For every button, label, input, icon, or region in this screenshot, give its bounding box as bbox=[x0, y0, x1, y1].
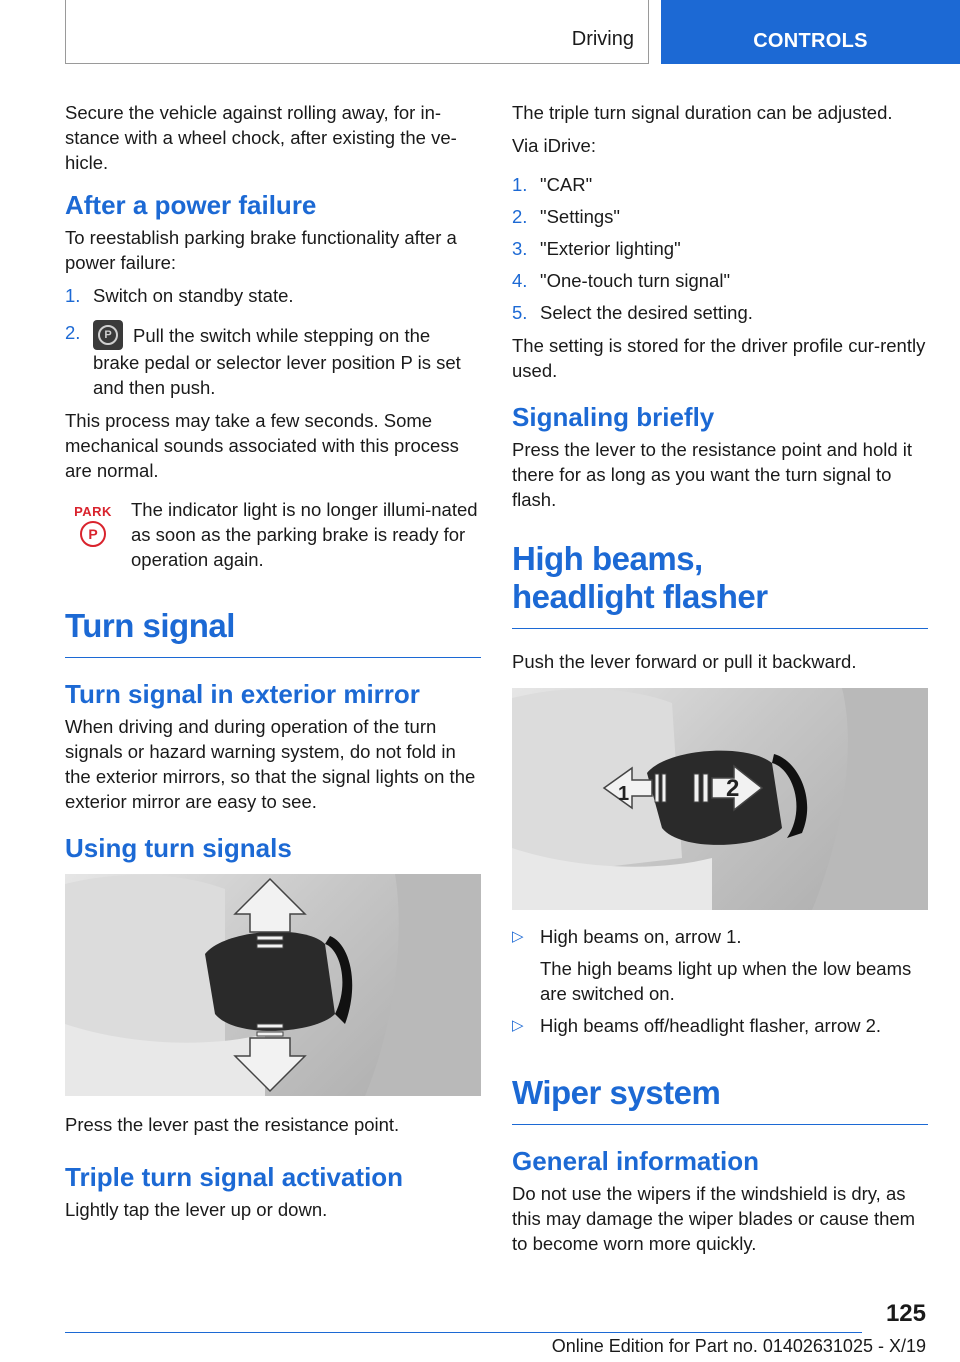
mirror-text: When driving and during operation of the turn signals or hazard warning system, do not fold in the exterior mirrors, so that the signal lights on the exterior mirror are easy to see. bbox=[65, 716, 476, 812]
indicator-text: The indicator light is no longer illumi-nated as soon as the parking brake is ready for operation again. bbox=[131, 499, 478, 570]
signaling-briefly-heading: Signaling briefly bbox=[512, 402, 715, 432]
power-failure-text: To reestablish parking brake functionality after a power failure: bbox=[65, 227, 457, 273]
header-section-box bbox=[65, 0, 649, 64]
parking-brake-switch-icon: P bbox=[93, 320, 123, 350]
list-item: 5. Select the desired setting. bbox=[512, 302, 753, 323]
general-information-text: Do not use the wipers if the windshield is dry, as this may damage the wiper blades or cause them to become worn more quickly. bbox=[512, 1183, 916, 1254]
list-item bbox=[65, 283, 481, 308]
list-item bbox=[65, 320, 481, 400]
high-beam-items bbox=[512, 924, 928, 1038]
general-information-heading: General information bbox=[512, 1146, 760, 1176]
right-column bbox=[512, 100, 928, 1264]
triple-turn-signal-heading: Triple turn signal activation bbox=[65, 1162, 404, 1192]
list-item: 2. "Settings" bbox=[512, 206, 620, 227]
step-text: Pull the switch while stepping on the brake pedal or selector lever position P is set and then push. bbox=[93, 325, 461, 398]
arrow-label-2: 2 bbox=[726, 775, 740, 802]
step-number: 2. bbox=[65, 322, 81, 343]
step-text: Switch on standby state. bbox=[93, 285, 294, 306]
park-indicator-icon: PARK P bbox=[71, 505, 115, 547]
page-number: 125 bbox=[885, 1300, 926, 1327]
left-column bbox=[65, 100, 481, 1230]
stored-text: The setting is stored for the driver profile cur-rently used. bbox=[512, 335, 926, 381]
header-chapter-tab[interactable] bbox=[661, 0, 960, 64]
triple-turn-signal-text: Lightly tap the lever up or down. bbox=[65, 1199, 328, 1220]
via-idrive-text: Via iDrive: bbox=[512, 135, 596, 156]
process-note: This process may take a few seconds. Some mechanical sounds associated with this process are normal. bbox=[65, 410, 459, 481]
wiper-system-heading: Wiper system bbox=[512, 1074, 928, 1125]
step-number: 1. bbox=[65, 285, 81, 306]
arrow-label-1: 1 bbox=[618, 783, 630, 805]
using-turn-signals-heading: Using turn signals bbox=[65, 833, 292, 863]
turn-signal-lever-image bbox=[65, 874, 481, 1096]
turn-signal-heading: Turn signal bbox=[65, 607, 481, 658]
idrive-steps bbox=[512, 172, 928, 325]
list-item: ▷ High beams on, arrow 1. The high beams light up when the low beams are switched on. bbox=[512, 926, 912, 1004]
signaling-briefly-text: Press the lever to the resistance point and hold it there for as long as you want the turn signal to flash. bbox=[512, 439, 913, 510]
footer-divider bbox=[65, 1332, 862, 1333]
intro-paragraph: Secure the vehicle against rolling away, for in-stance with a wheel chock, after existing the ve-hicle. bbox=[65, 102, 457, 173]
high-beams-heading: High beams, headlight flasher bbox=[512, 540, 928, 629]
power-failure-steps bbox=[65, 283, 481, 400]
high-beam-lever-image bbox=[512, 688, 928, 910]
header-section-title: Driving bbox=[571, 28, 634, 50]
list-item: 3. "Exterior lighting" bbox=[512, 238, 681, 259]
list-item: 4. "One-touch turn signal" bbox=[512, 270, 731, 291]
list-item: ▷ High beams off/headlight flasher, arrow 2. bbox=[512, 1015, 882, 1036]
park-indicator-note bbox=[65, 497, 481, 577]
power-failure-heading: After a power failure bbox=[65, 190, 317, 220]
triple-adjust-text: The triple turn signal duration can be adjusted. bbox=[512, 102, 893, 123]
using-turn-signals-text: Press the lever past the resistance point. bbox=[65, 1114, 400, 1135]
header-chapter-title: CONTROLS bbox=[753, 30, 868, 52]
mirror-heading: Turn signal in exterior mirror bbox=[65, 679, 420, 709]
list-item: 1. "CAR" bbox=[512, 174, 593, 195]
high-beams-text: Push the lever forward or pull it backward. bbox=[512, 651, 857, 672]
edition-link[interactable]: Online Edition for Part no. 01402631025 - X/19 bbox=[551, 1336, 926, 1356]
